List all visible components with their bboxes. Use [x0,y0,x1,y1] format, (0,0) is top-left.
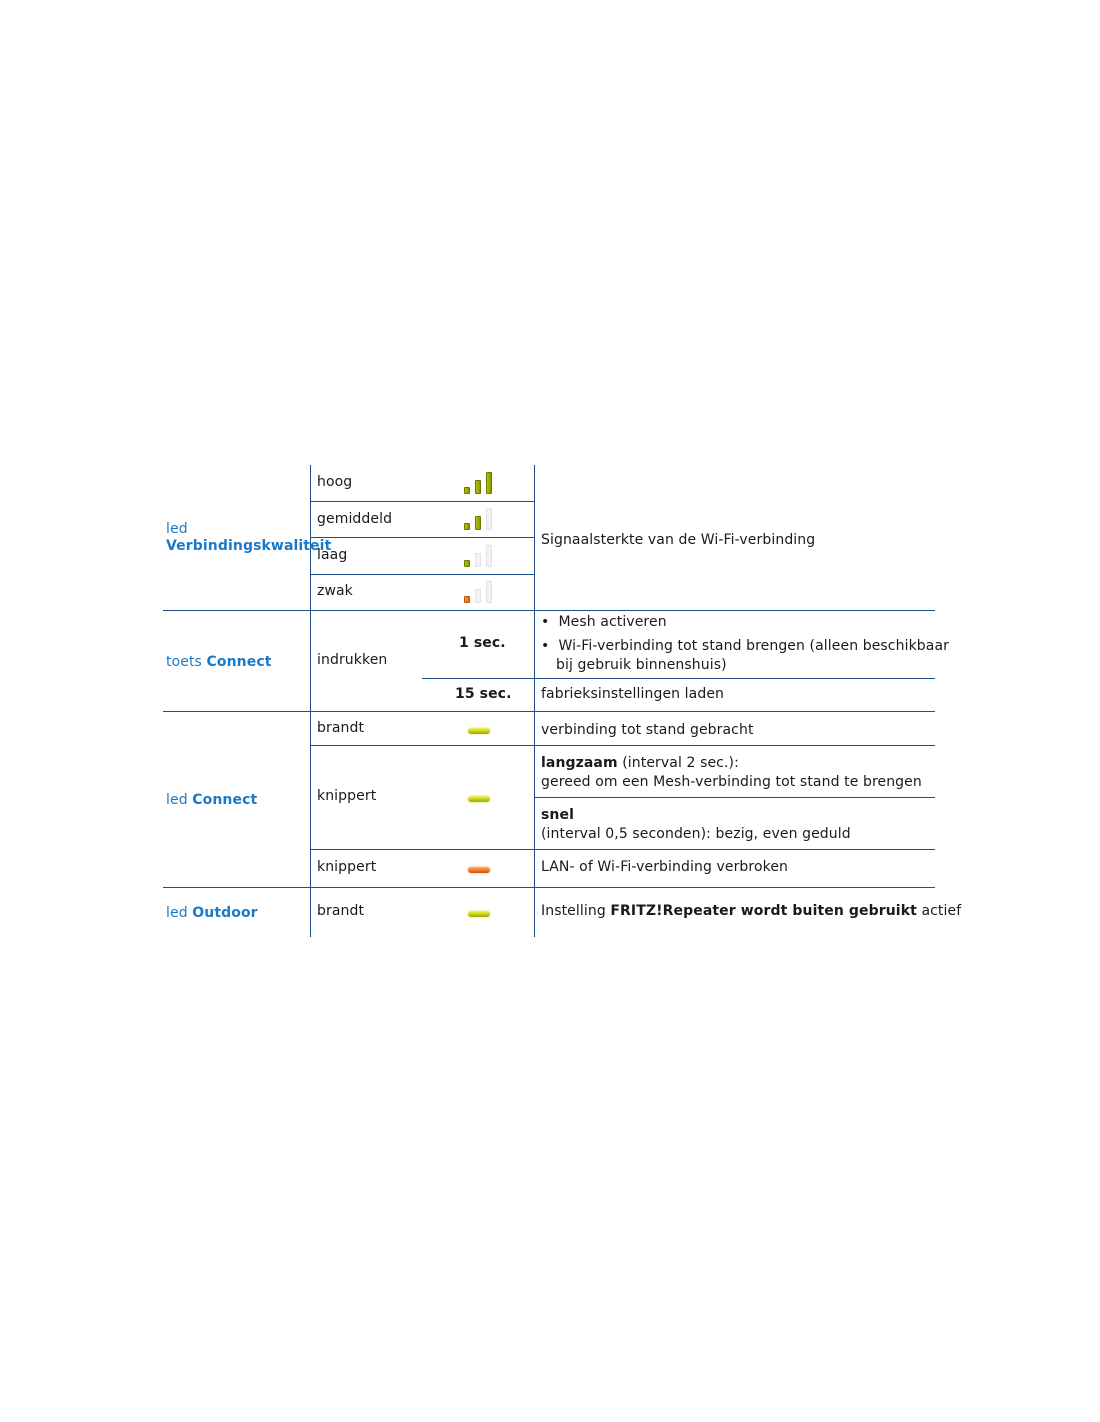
row-rule [310,849,935,850]
group-label [166,653,272,672]
row-rule [310,745,935,746]
meaning-text: (interval 0,5 seconden): bezig, even geduld [541,826,851,842]
meaning-text: Instelling FRITZ!Repeater wordt buiten gebruikt actief [541,903,962,919]
group-rule [163,610,935,611]
meaning-text: gereed om een Mesh-verbinding tot stand te brengen [541,774,922,790]
state-label: gemiddeld [317,511,393,527]
signal-weak-orange-icon [464,581,494,603]
meaning-text: LAN- of Wi-Fi-verbinding verbroken [541,859,789,875]
state-label: brandt [317,903,365,919]
group-label [166,791,257,810]
group-label-name: Connect [192,792,258,808]
group-label-name: Connect [206,654,272,670]
meaning-text: snel [541,807,574,823]
meaning-text: langzaam (interval 2 sec.): [541,755,739,771]
action-label: indrukken [317,652,388,668]
group-label-prefix: led [166,905,188,921]
row-rule [310,501,534,502]
meaning-text: fabrieksinstellingen laden [541,686,725,702]
meaning-text: verbinding tot stand gebracht [541,722,754,738]
group-rule [163,711,935,712]
state-label: knippert [317,788,377,804]
bullet-continuation: bij gebruik binnenshuis) [556,657,727,673]
group-label-prefix: led [166,792,188,808]
state-label: brandt [317,720,365,736]
state-label: hoog [317,474,353,490]
group-rule [163,887,935,888]
meaning-text: Signaalsterkte van de Wi-Fi-verbinding [541,532,816,548]
signal-2-bars-icon [464,508,494,530]
row-rule [310,537,534,538]
state-label: zwak [317,583,353,599]
state-label: knippert [317,859,377,875]
group-label-prefix: toets [166,654,202,670]
signal-1-bar-icon [464,545,494,567]
led-yellow-icon [468,728,490,734]
signal-4-bars-icon [464,472,494,494]
bullet-item: • Mesh activeren [541,614,667,630]
led-orange-icon [468,867,490,873]
led-yellow-icon [468,911,490,917]
column-rule-2 [534,465,535,937]
row-rule [422,678,935,679]
row-rule [534,797,935,798]
state-label: laag [317,547,348,563]
led-yellow-icon [468,796,490,802]
row-rule [310,574,534,575]
duration-label: 15 sec. [455,686,512,702]
bullet-item: • Wi-Fi-verbinding tot stand brengen (alleen beschikbaar [541,638,949,654]
duration-label: 1 sec. [459,635,506,651]
group-label-name: Verbindingskwaliteit [166,538,332,554]
group-label-name: Outdoor [192,905,258,921]
group-label [166,904,258,923]
column-rule-1 [310,465,311,937]
group-label-prefix: led [166,521,188,537]
